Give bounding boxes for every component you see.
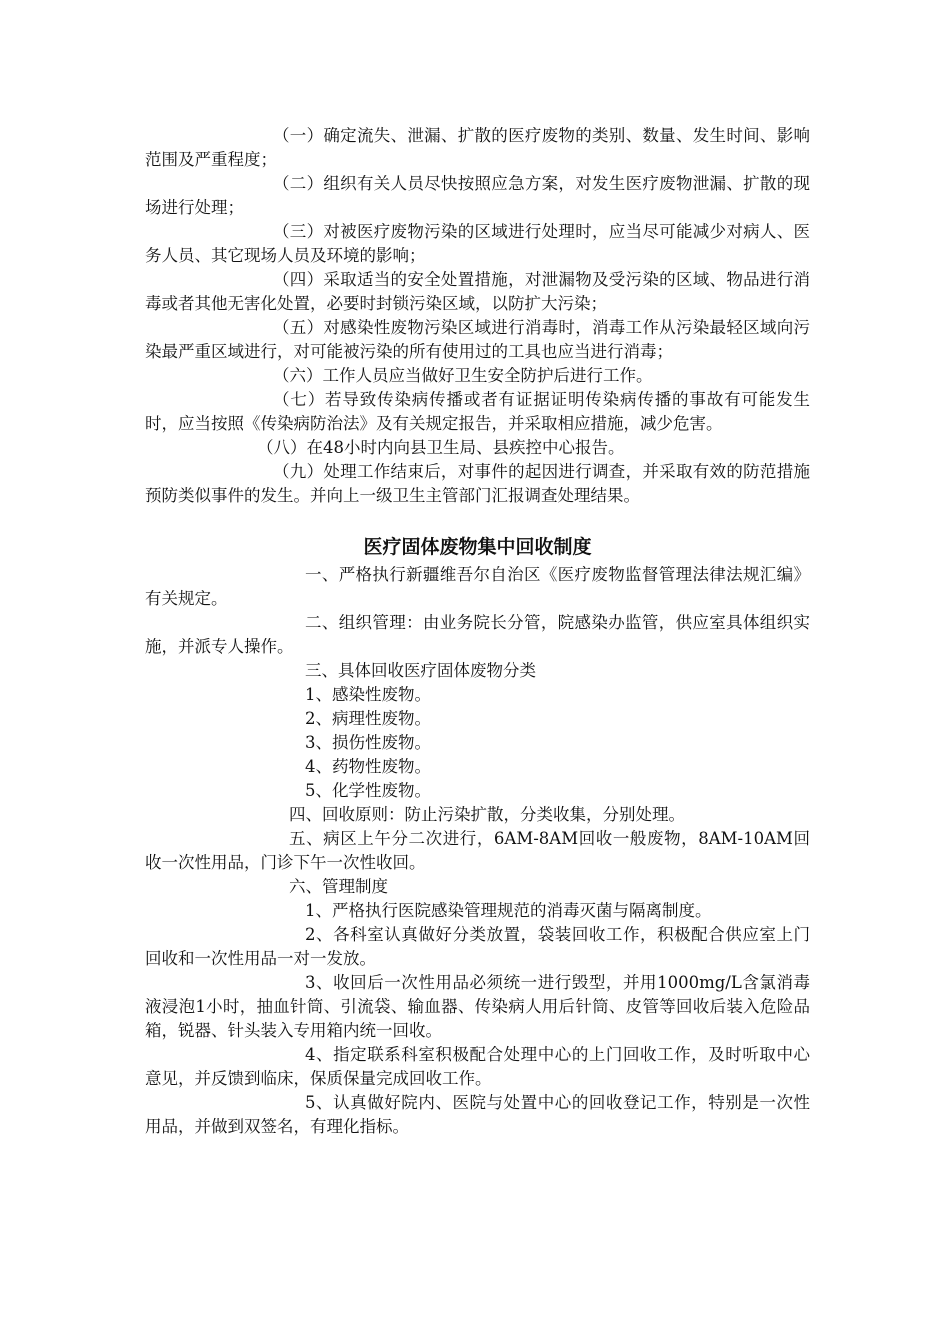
rule-item-5: 五、病区上午分二次进行，6AM-8AM回收一般废物，8AM-10AM回收一次性用品，门诊下午一次性收回。 [145,829,810,872]
management-item-4: 4、指定联系科室积极配合处理中心的上门回收工作，及时听取中心意见，并反馈到临床，保质保量完成回收工作。 [145,1045,810,1088]
rule-item-1: 一、严格执行新疆维吾尔自治区《医疗废物监督管理法律法规汇编》有关规定。 [145,565,810,608]
paragraph-item-8: （八）在48小时内向县卫生局、县疾控中心报告。 [257,438,625,457]
rule-item-4: 四、回收原则：防止污染扩散，分类收集，分别处理。 [289,805,685,824]
rule-item-6: 六、管理制度 [289,877,388,896]
management-item-1: 1、严格执行医院感染管理规范的消毒灭菌与隔离制度。 [305,901,712,920]
paragraph-item-1: （一）确定流失、泄漏、扩散的医疗废物的类别、数量、发生时间、影响范围及严重程度； [145,126,810,169]
paragraph-item-5: （五）对感染性废物污染区域进行消毒时，消毒工作从污染最轻区域向污染最严重区域进行，对可能被污染的所有使用过的工具也应当进行消毒； [145,318,810,361]
paragraph-item-3: （三）对被医疗废物污染的区域进行处理时，应当尽可能减少对病人、医务人员、其它现场人员及环境的影响； [145,222,810,265]
management-item-2: 2、各科室认真做好分类放置，袋装回收工作，积极配合供应室上门回收和一次性用品一对一发放。 [145,925,810,968]
paragraph-item-6: （六）工作人员应当做好卫生安全防护后进行工作。 [273,366,653,385]
rule-item-2: 二、组织管理：由业务院长分管，院感染办监管，供应室具体组织实施，并派专人操作。 [145,613,810,656]
paragraph-item-7: （七）若导致传染病传播或者有证据证明传染病传播的事故有可能发生时，应当按照《传染病防治法》及有关规定报告，并采取相应措施，减少危害。 [145,390,810,433]
paragraph-item-4: （四）采取适当的安全处置措施，对泄漏物及受污染的区域、物品进行消毒或者其他无害化处置，必要时封锁污染区域，以防扩大污染； [145,270,810,313]
category-item-1: 1、感染性废物。 [305,685,431,704]
document-page [145,124,810,1139]
category-item-3: 3、损伤性废物。 [305,733,431,752]
section-title: 医疗固体废物集中回收制度 [363,536,592,558]
paragraph-item-9: （九）处理工作结束后，对事件的起因进行调查，并采取有效的防范措施预防类似事件的发生。并向上一级卫生主管部门汇报调查处理结果。 [145,462,810,505]
category-item-2: 2、病理性废物。 [305,709,431,728]
rule-item-3: 三、具体回收医疗固体废物分类 [305,661,536,680]
paragraph-item-2: （二）组织有关人员尽快按照应急方案，对发生医疗废物泄漏、扩散的现场进行处理； [145,174,810,217]
category-item-5: 5、化学性废物。 [305,781,431,800]
category-item-4: 4、药物性废物。 [305,757,431,776]
management-item-3: 3、收回后一次性用品必须统一进行毁型，并用1000mg/L含氯消毒液浸泡1小时，抽血针筒、引流袋、输血器、传染病人用后针筒、皮管等回收后装入危险品箱，锐器、针头装入专用箱内统一回收。 [145,973,810,1040]
management-item-5: 5、认真做好院内、医院与处置中心的回收登记工作，特别是一次性用品，并做到双签名，有理化指标。 [145,1093,810,1136]
